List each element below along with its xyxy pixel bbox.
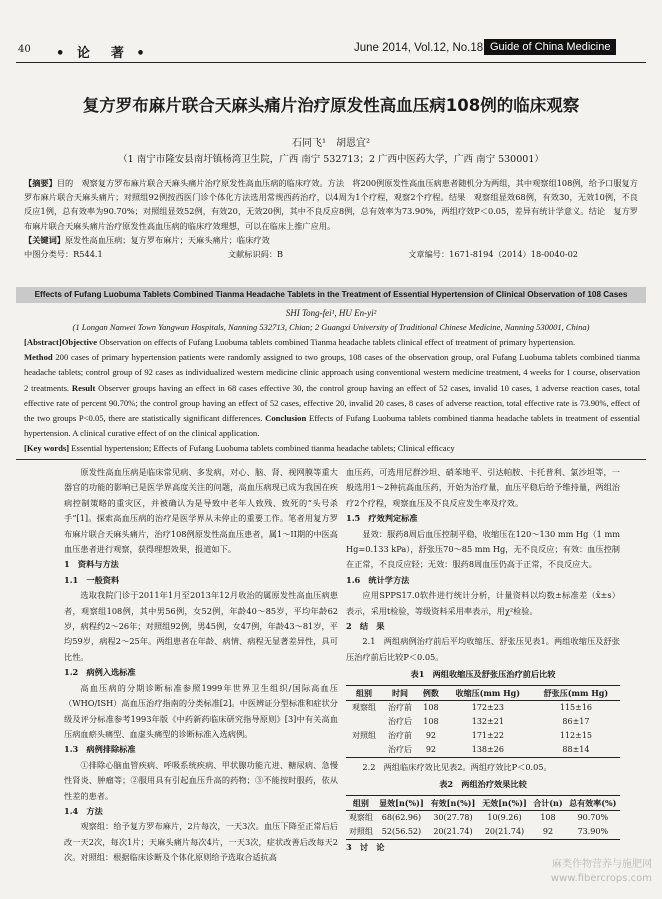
method-paragraph-continued: 血压药，可选用尼群沙坦、硝苯地平、引达帕胺、卡托普利、氯沙坦等，一般选用1～2种抗高血压药，开始为治疗量，血压平稳后给予维持量，两组治疗2个疗程，观察血压及不良反应发生率及疗效。: [346, 467, 620, 508]
result-text: Observer groups having an effect in 68 cases effective 30, the control group having an effect of 52 cases, invalid 10 cases, 1 adverse reaction cases, total effective rate of percent 90.70%; the control group having an effect of 52 cases, effective 20, invalid 20 cases, 8 cases of adverse reaction, total effective rate is 73.90%, effect of the two groups P<0.05, there are statistically significant differences.: [24, 382, 641, 424]
exclusion-paragraph: ①排除心脑血管疾病、呼吸系统疾病、甲状腺功能亢进、糖尿病、急慢性肾炎、肿瘤等；②服用具有引起血压升高的药物；③不能按时服药，依从性差的患者。: [64, 759, 338, 801]
table1-cell: 对照组: [352, 730, 377, 740]
table1-caption: 表1 两组收缩压及舒张压治疗前后比较: [410, 669, 556, 680]
classification-row: [24, 247, 638, 261]
table2-header-cell: 组别: [352, 797, 369, 808]
table2-row: [346, 825, 620, 840]
english-authors: SHI Tong-fei¹, HU En-yi²: [285, 308, 377, 318]
table1-header-cell: 舒张压(mm Hg): [543, 687, 609, 698]
statistics-paragraph: 应用SPPS17.0软件进行统计分析，计量资料以均数±标准差（x̄±s）表示，采用t检验，等级资料采用率表示，用χ²检验。: [346, 590, 620, 616]
table2-header-cell: 有效[n(%)]: [430, 797, 476, 808]
table1-row: [346, 743, 620, 758]
article-title: 复方罗布麻片联合天麻头痛片治疗原发性高血压病108例的临床观察: [82, 96, 580, 115]
abstract-cn: [24, 176, 638, 261]
inclusion-paragraph: 高血压病的分期诊断标准参照1999年世界卫生组织/国际高血压（WHO/ISH）高血压治疗指南的分类标准[2]。中医辨证分型标准和症状分级及评分标准参考1993年版《中药新药临床研究指导原则》[3]中有关高血压病血瘀头痛型、血虚头痛型的诊断标准入选病例。: [64, 682, 338, 739]
result-label: Result: [71, 382, 96, 393]
table1-cell: [346, 743, 382, 758]
method-text: 200 cases of primary hypertension patients were randomly assigned to two groups, 108 cases of the observation group, oral Fufang Luobuma tablets combined tianma headache tablets; control group of 92 cases as individualized western medicine clinic approach using conventional western medicine treatment, 4 weeks for 1 course, observation 2 treatments.: [24, 352, 640, 393]
table2-header-cell: 显效[n(%)]: [379, 797, 424, 808]
table1-cell: 治疗前: [388, 702, 413, 712]
table2-cell: 20(21.74): [433, 826, 473, 836]
english-title: Effects of Fufang Luobuma Tablets Combined Tianma Headache Tablets in the Treatment of Essential Hypertension of Clinical Observation of 108 Cases: [16, 287, 646, 303]
heading-efficacy-criteria: 1.5 疗效判定标准: [346, 513, 418, 524]
watermark-cn: 麻类作物营养与施肥网: [552, 859, 652, 870]
conclusion-label: Conclusion: [265, 413, 307, 424]
table1-cell: 治疗后: [388, 744, 413, 754]
table1-cell: 治疗后: [388, 716, 413, 726]
conclusion-text: Effects of Fufang Luobuma tablets combined tianma headache tablets in treatment of essential hypertension. A clinical curative effect of on the clinical application.: [24, 413, 640, 439]
abstract-en: [24, 335, 640, 457]
table2-cell: 108: [540, 812, 556, 822]
watermark-url: www.fibercrops.com: [550, 873, 652, 884]
table2-cell: 对照组: [348, 826, 373, 836]
table1-header-cell: 组别: [356, 687, 373, 698]
table1-cell: 86±17: [562, 716, 590, 726]
table2-caption: 表2 两组治疗效果比较: [439, 779, 527, 790]
header-rule: [16, 62, 646, 63]
table2-row: [346, 810, 620, 825]
keywords-cn-label: 【关键词】: [24, 234, 65, 245]
method-label: Method: [24, 352, 53, 363]
table2-cell: 73.90%: [577, 826, 609, 836]
table1-cell: 172±23: [471, 702, 504, 712]
table2-header-cell: 合计(n): [533, 797, 563, 808]
heading-method: 1.4 方法: [64, 805, 103, 816]
heading-general-data: 1.1 一般资料: [64, 574, 120, 585]
journal-name-badge: Guide of China Medicine: [484, 39, 616, 55]
table1-row: [346, 729, 620, 743]
article-number: 文章编号：1671-8194（2014）18-0040-02: [408, 249, 578, 260]
table2-cell: 90.70%: [577, 812, 609, 822]
table1-cell: 132±21: [471, 716, 504, 726]
table2-cell: 20(21.74): [484, 826, 525, 836]
heading-inclusion: 1.2 病例入选标准: [64, 667, 136, 678]
table1-cell: 171±22: [471, 730, 504, 740]
body-column-right: [346, 465, 620, 855]
keywords-cn-text: 原发性高血压病；复方罗布麻片；天麻头痛片；临床疗效: [64, 234, 270, 245]
watermark: [551, 858, 652, 886]
method-paragraph: 观察组：给予复方罗布麻片，2片每次，一天3次。血压下降至正常后后改一天2次，每次1片；天麻头痛片每次4片，一天3次，症状改善后改每天2次。对照组：根据临床诊断及个体化原则给予选取合适抗高: [64, 821, 338, 863]
table2-header-cell: 无效[n(%)]: [482, 797, 527, 808]
body-column-left: [64, 465, 338, 866]
objective-text: Observation on effects of Fufang Luobuma tablets combined Tianma headache tablets clinical effect of treatment of primary hypertension.: [99, 337, 576, 347]
abstract-cn-label: 【摘要】: [24, 178, 57, 188]
efficacy-criteria-paragraph: 显效：服药8周后血压控制平稳，收缩压在120～130 mm Hg（1 mm Hg=0.133 kPa），舒张压70～85 mm Hg，无不良反应；有效：血压控制在正常，不良反应轻；无效：服药8周血压仍高于正常，不良反应大。: [346, 528, 620, 570]
table1-header-cell: 时间: [392, 687, 409, 698]
table1-cell: 治疗前: [388, 730, 413, 740]
keywords-en-label: [Key words]: [24, 443, 70, 454]
abstract-divider: [16, 459, 646, 460]
author-list: 石同飞¹ 胡恩宜²: [291, 138, 371, 149]
general-data-paragraph: 选取我院门诊于2011年1月至2013年12月收治的属原发性高血压病患者，观察组108例，其中男56例，女52例，年龄40～85岁，平均年龄62岁，病程约2～26年；对照组92例，男45例，女47例，年龄43～81岁，平均59岁，病程2～25年。两组患者在年龄、病情、病程无显著差异性，具可比性。: [64, 590, 338, 662]
result-2-1-paragraph: 2.1 两组病例治疗前后平均收缩压、舒张压见表1。两组收缩压及舒张压治疗前后比较P＜0.05。: [346, 636, 620, 662]
keywords-cn: [24, 233, 638, 247]
heading-results: 2 结 果: [346, 621, 385, 632]
heading-exclusion: 1.3 病例排除标准: [64, 744, 136, 755]
page-number: 40: [18, 44, 31, 55]
author-affiliation: （1 南宁市隆安县南圩镇杨湾卫生院，广西 南宁 532713；2 广西中医药大学，广西 南宁 530001）: [118, 154, 544, 165]
table1-cell: 108: [423, 702, 439, 712]
table1-cell: [346, 715, 382, 729]
intro-paragraph: 原发性高血压病是临床常见病、多发病，对心、脑、肾、视网膜等重大器官的功能的影响已是医学界高度关注的问题，高血压病现已成为我国在疾病控制策略的重灾区，并被确认为是导致中老年人致残、致死的“头号杀手”[1]。探索高血压病的治疗是医学界从未停止的重要工作。笔者用复方罗布麻片联合天麻头痛片，治疗108例原发性高血压患者，属1～II期的中医高血压患者进行观察，获得理想效果，报道如下。: [64, 467, 338, 555]
table2-cell: 观察组: [348, 812, 373, 822]
table1-row: [346, 700, 620, 715]
table2: [346, 795, 620, 840]
objective-label: Objective: [61, 337, 98, 347]
table1-cell: 92: [425, 744, 437, 754]
table1: [346, 685, 620, 758]
english-affiliation: (1 Longan Nanwei Town Yangwan Hospitals, Nanning 532713, Chian; 2 Guangxi University of Traditional Chinese Medicine, Nanning 530001, China): [72, 322, 590, 332]
heading-discussion: 3 讨 论: [346, 841, 385, 852]
abstract-cn-text: 目的 观察复方罗布麻片联合天麻头痛片治疗原发性高血压病的临床疗效。方法 将200例原发性高血压病患者随机分为两组，其中观察组108例，给予口服复方罗布麻片联合天麻头痛片；对照组92例按西医门诊个体化方法选用常规西药治疗，以4周为1个疗程，观察2个疗程。结果 观察组显效68例，有效30，无效10例，不良反应1例，总有效率为90.70%；对照组显效52例，有效20，无效20例，其中不良反应8例，总有效率为73.90%，两组疗效P＜0.05，差异有统计学意义。结论 复方罗布麻片联合天麻头痛片治疗原发性高血压病的临床疗效理想，可以在临床上推广应用。: [24, 178, 638, 231]
clc-number: 中图分类号：R544.1: [24, 249, 103, 260]
table1-header-cell: 收缩压(mm Hg): [455, 687, 521, 698]
table1-cell: 115±16: [559, 702, 593, 712]
document-code: 文献标识码：B: [227, 249, 284, 260]
journal-issue: June 2014, Vol.12, No.18: [354, 42, 484, 54]
table1-cell: 112±15: [559, 730, 593, 740]
abstract-en-label: [Abstract]: [24, 337, 62, 347]
heading-statistics: 1.6 统计学方法: [346, 574, 410, 585]
table1-cell: 92: [425, 730, 437, 740]
table2-cell: 52(56.52): [381, 826, 422, 836]
table2-cell: 68(62.96): [381, 812, 422, 822]
table2-header-cell: 总有效率(%): [569, 797, 617, 808]
section-label: • 论 著 •: [56, 46, 149, 61]
table1-cell: 108: [423, 716, 439, 726]
keywords-en-text: Essential hypertension; Effects of Fufang Luobuma tablets combined tianma headache tablets; Clinical efficacy: [71, 443, 455, 454]
table2-cell: 30(27.78): [433, 812, 473, 822]
table2-cell: 10(9.26): [487, 812, 522, 822]
table1-cell: 观察组: [352, 702, 377, 712]
result-2-2-paragraph: 2.2 两组临床疗效比见表2。两组疗效比P＜0.05。: [362, 761, 552, 772]
table1-cell: 138±26: [471, 744, 504, 754]
heading-materials-methods: 1 资料与方法: [64, 559, 119, 570]
table1-row: [346, 715, 620, 729]
table2-cell: 92: [542, 826, 554, 836]
table1-cell: 88±14: [562, 744, 590, 754]
table1-header-cell: 例数: [422, 687, 439, 698]
